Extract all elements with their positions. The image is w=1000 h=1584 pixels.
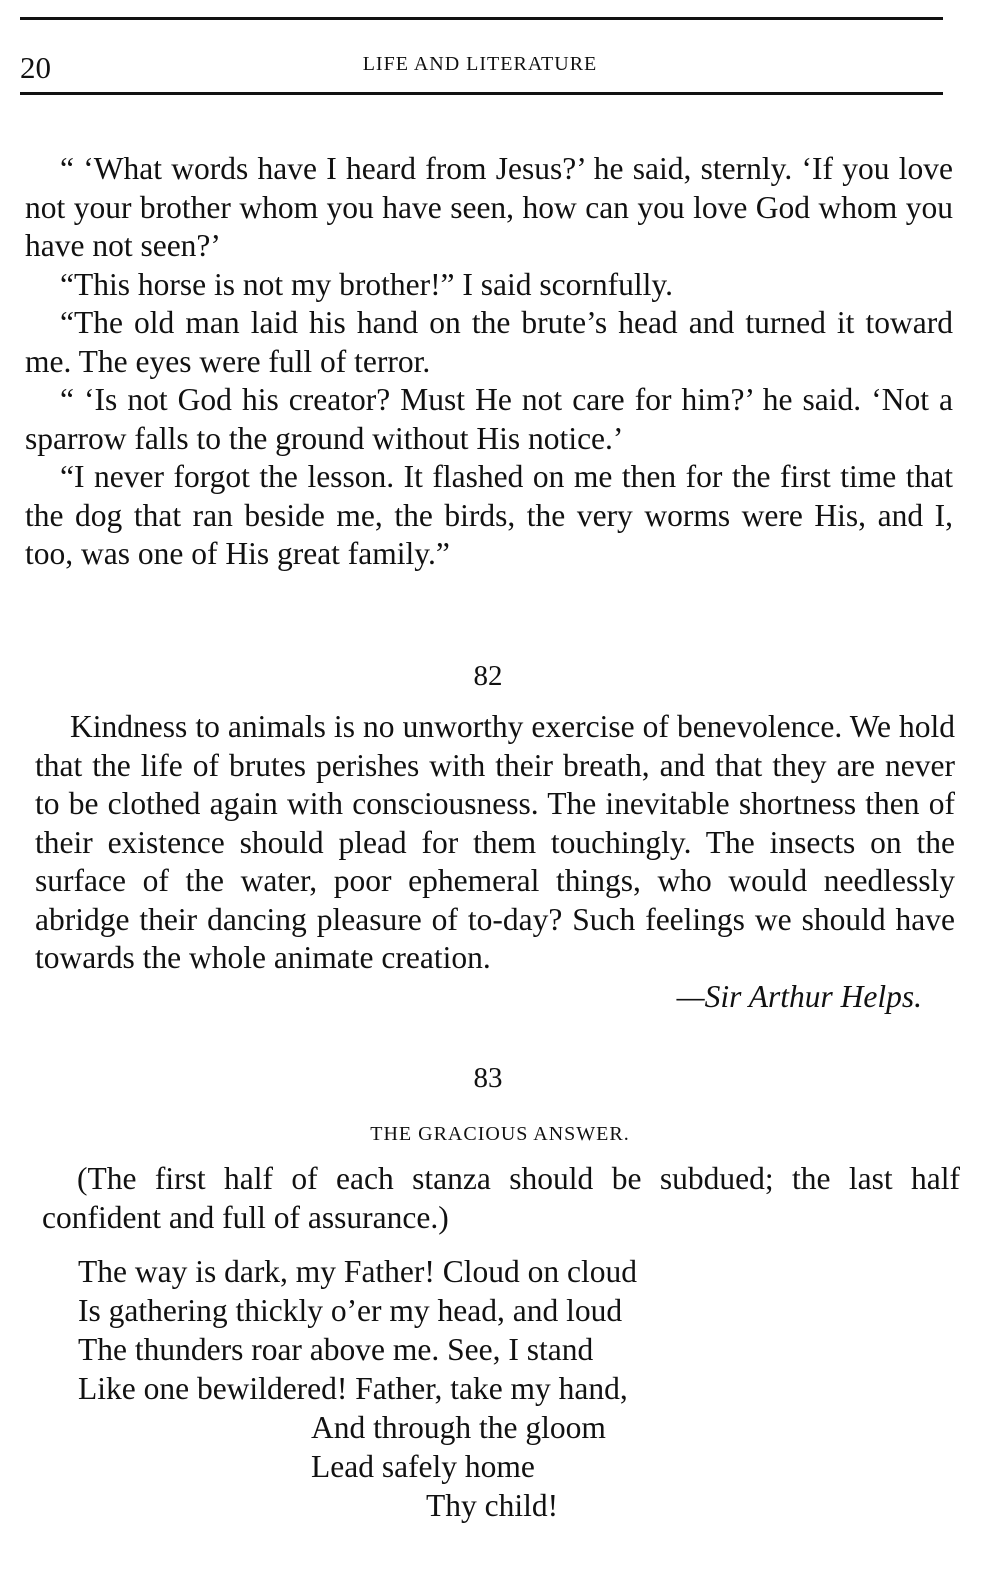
poem-line: Thy child! [426, 1488, 559, 1523]
header-rule-top [20, 17, 943, 20]
paragraph: “ ‘What words have I heard from Jesus?’ he said, sternly. ‘If you love not your brother whom you have seen, how can you love God whom you have not seen?’ [25, 151, 953, 263]
section-number-82: 82 [473, 660, 503, 692]
header-rule-bottom [20, 92, 943, 95]
stage-direction [42, 1160, 960, 1237]
paragraph: “The old man laid his hand on the brute’s head and turned it toward me. The eyes were full of terror. [25, 305, 953, 379]
poem-line: Is gathering thickly o’er my head, and loud [78, 1293, 623, 1328]
section-number-83: 83 [473, 1062, 503, 1094]
running-title: LIFE AND LITERATURE [362, 53, 598, 75]
section-81-continuation [25, 150, 953, 574]
poem-line: Like one bewildered! Father, take my hand, [78, 1371, 628, 1406]
poem-line: Lead safely home [311, 1449, 535, 1484]
section-82-body [35, 708, 955, 1016]
paragraph: “This horse is not my brother!” I said scornfully. [60, 266, 673, 302]
poem-stanza [78, 1252, 958, 1525]
paragraph: (The first half of each stanza should be subdued; the last half confident and full of assurance.) [42, 1161, 960, 1235]
poem-line: The way is dark, my Father! Cloud on cloud [78, 1254, 638, 1289]
paragraph: “ ‘Is not God his creator? Must He not care for him?’ he said. ‘Not a sparrow falls to the ground without His notice.’ [25, 382, 953, 456]
poem-title: THE GRACIOUS ANSWER. [370, 1123, 630, 1145]
paragraph: “I never forgot the lesson. It flashed on me then for the first time that the dog that ran beside me, the birds, the very worms were His, and I, too, was one of His great family.” [25, 459, 953, 571]
poem-line: The thunders roar above me. See, I stand [78, 1332, 594, 1367]
poem-line: And through the gloom [311, 1410, 606, 1445]
paragraph: Kindness to animals is no unworthy exercise of benevolence. We hold that the life of brutes perishes with their breath, and that they are never to be clothed again with consciousness. The inevitable shortness then of their existence should plead for them touchingly. The insects on the surface of the water, poor ephemeral things, who would needlessly abridge their dancing pleasure of to-day? Such feelings we should have towards the whole animate creation. [35, 709, 955, 975]
attribution: —Sir Arthur Helps. [676, 978, 922, 1014]
page-number: 20 [20, 50, 51, 85]
